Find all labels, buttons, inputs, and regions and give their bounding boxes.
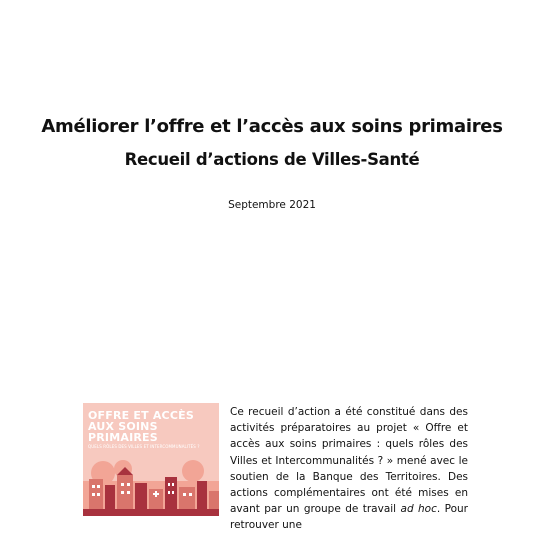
document-subtitle: Recueil d’actions de Villes-Santé [124, 150, 420, 169]
cover-image [83, 403, 219, 516]
intro-text-part1: Ce recueil d’action a été constitué dans des activités préparatoires au projet « Offre et accès aux soins primaires : quels rôles des Villes et Intercommunalités ? » mené avec le soutien de la Banque des Territoires. Des actions complémentaires ont été mises en avant par un groupe de travail [230, 406, 468, 516]
document-title: Améliorer l’offre et l’accès aux soins primaires [41, 116, 503, 137]
cover-tagline: QUELS RÔLES DES VILLES ET INTERCOMMUNALITÉS ? [88, 444, 200, 449]
intro-text-part2: . Pour retrouver une [230, 503, 468, 532]
cover-title-line2: AUX SOINS PRIMAIRES [88, 420, 158, 444]
document-date: Septembre 2021 [228, 199, 316, 211]
cover-title-line1: OFFRE ET ACCÈS [88, 409, 194, 422]
intro-text-italic: ad hoc [400, 503, 437, 516]
intro-paragraph [230, 404, 468, 534]
